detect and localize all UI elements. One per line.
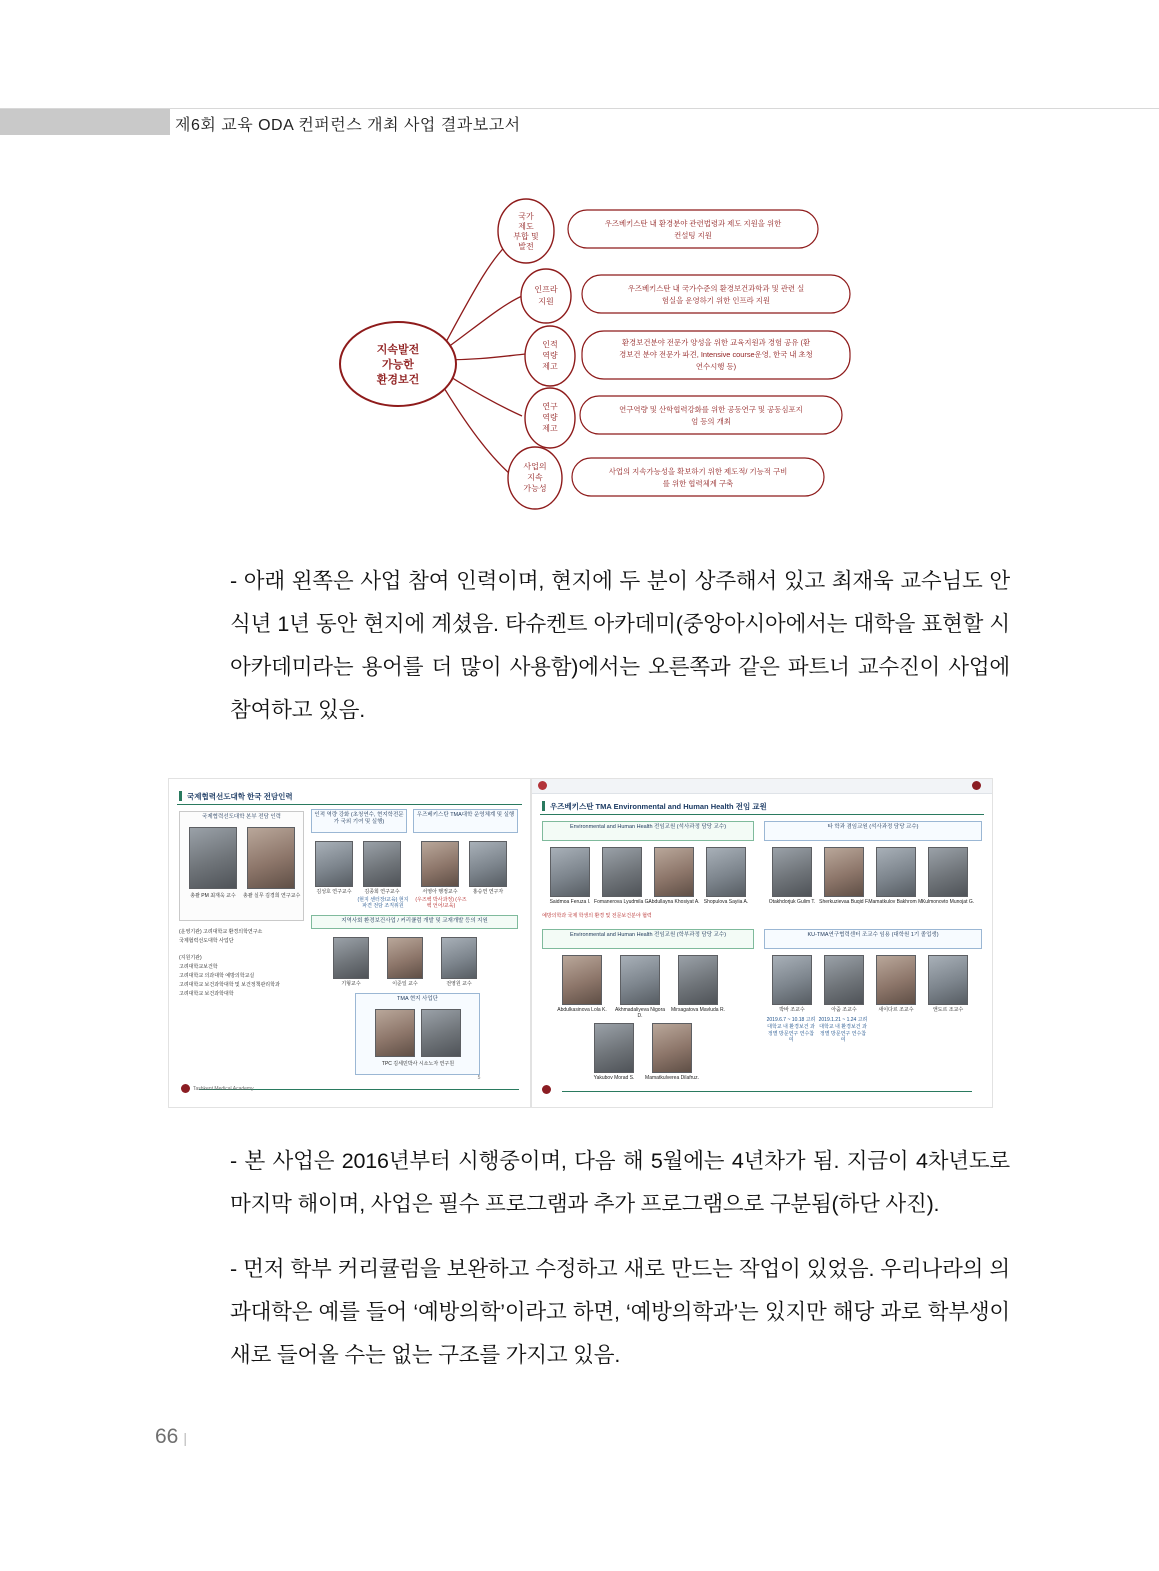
slide-right-title: 우즈베키스탄 TMA Environmental and Human Health 전임 교원 xyxy=(550,802,767,811)
page-header-title: 제6회 교육 ODA 컨퍼런스 개최 사업 결과보고서 xyxy=(175,117,521,134)
photo-g2-4 xyxy=(928,847,968,897)
affiliation-line-3: (지원기관) xyxy=(179,955,202,961)
svg-text:엄 등의 개최: 엄 등의 개최 xyxy=(691,417,731,426)
svg-text:제고: 제고 xyxy=(542,362,558,371)
photo-row1-1 xyxy=(315,841,353,887)
photo-g1-2 xyxy=(602,847,642,897)
slide-right-title-accent xyxy=(542,801,545,811)
svg-text:제도: 제도 xyxy=(518,222,534,231)
box-survey-label: 지역사회 환경보건사업 / 커리큘럼 개발 및 교재개발 등의 지원 xyxy=(341,918,488,924)
svg-text:인프라: 인프라 xyxy=(534,285,558,294)
caption-g3-1: Abdulkasinova Lola K. xyxy=(557,1007,607,1013)
photo-g2-3 xyxy=(876,847,916,897)
group1-heading xyxy=(542,821,754,841)
affiliation-line-6: 고려대학교 보건과학대학 및 보건정책관리학과 xyxy=(179,982,280,988)
caption-g1-4: Shopulova Sayiia A. xyxy=(703,899,749,905)
svg-text:지원: 지원 xyxy=(538,297,554,306)
svg-text:부합 및: 부합 및 xyxy=(513,232,539,241)
affiliation-line-2: 국제협력선도대학 사업단 xyxy=(179,938,234,944)
slide-footer-logo-text: Tashkent Medical Academy xyxy=(193,1086,254,1092)
caption-row1-2: 김종희 연구교수 xyxy=(364,889,400,895)
photo-g2-1 xyxy=(772,847,812,897)
photo-row1-2 xyxy=(363,841,401,887)
caption-g1-1: Saidmoa Feruza I. xyxy=(549,899,591,905)
paragraph-3: - 먼저 학부 커리큘럼을 보완하고 수정하고 새로 만드는 작업이 있었음. 우리나라의 의과대학은 예를 들어 ‘예방의학’이라고 하면, ‘예방의학과’는 있지만 해당 과로 학부생이 새로 들어올 수는 없는 구조를 가지고 있음. xyxy=(230,1257,1010,1367)
photo-row2-2 xyxy=(387,937,423,979)
svg-text:국가: 국가 xyxy=(518,212,534,221)
photo-g1-3 xyxy=(654,847,694,897)
photo-g3-5 xyxy=(652,1023,692,1073)
caption-row1-1: 김성호 연구교수 xyxy=(316,889,352,895)
caption-g2-3: Mamatkulov Bakhrom M. xyxy=(868,899,924,905)
caption-row1-3: 서영아 행정교수 xyxy=(422,889,458,895)
svg-text:사업의 지속가능성을 확보하기 위한 제도적/ 기능적 구비: 사업의 지속가능성을 확보하기 위한 제도적/ 기능적 구비 xyxy=(608,467,788,476)
photo-g1-1 xyxy=(550,847,590,897)
caption-g3-5: Mamatkulverea Dilafruz. xyxy=(645,1075,699,1081)
affiliation-line-1: (운영기관) 고려대학교 환경의학연구소 xyxy=(179,929,263,935)
photo-g3-4 xyxy=(594,1023,634,1073)
photo-g1-4 xyxy=(706,847,746,897)
slide-right-footer-rule xyxy=(562,1091,972,1092)
slide-right-topband xyxy=(532,779,992,794)
caption-g3-3: Mirsagatova Mavluda R. xyxy=(671,1007,725,1013)
photo-g4-1 xyxy=(772,955,812,1005)
page-number-divider: | xyxy=(183,1430,187,1446)
caption-staff: 총괄 실무 김경희 연구교수 xyxy=(243,893,301,899)
svg-text:사업의: 사업의 xyxy=(523,462,547,471)
caption-g4-2: 아줌 조교수 xyxy=(831,1007,857,1013)
svg-text:지속: 지속 xyxy=(527,473,543,482)
svg-text:발전: 발전 xyxy=(518,242,534,251)
box-training xyxy=(311,809,407,833)
photo-g3-3 xyxy=(678,955,718,1005)
svg-text:연구: 연구 xyxy=(542,402,558,411)
paragraph-2: - 본 사업은 2016년부터 시행중이며, 다음 해 5월에는 4년차가 됨. 지금이 4차년도로 마지막 해이며, 사업은 필수 프로그램과 추가 프로그램으로 구분됨(하단 사진). xyxy=(230,1149,1010,1216)
caption-g4-2-sub: 2019.1.21 ~ 1.24 고려대학교 내 환경보건 과정별 방문연구 연수참여 xyxy=(818,1017,868,1044)
figure-radial-diagram xyxy=(330,188,850,528)
page-number-block xyxy=(155,1425,187,1449)
group4-heading-label: KU-TMA연구협력센터 조교수 임용 (대학원 1기 졸업생) xyxy=(807,932,939,938)
affiliation-line-5: 고려대학교 의과대학 예방의학교실 xyxy=(179,973,255,979)
svg-text:연구역량 및 산학협력강화를 위한 공동연구 및 공동심포지: 연구역량 및 산학협력강화를 위한 공동연구 및 공동심포지 xyxy=(619,405,803,414)
svg-text:험실을 운영하기 위한 인프라 지원: 험실을 운영하기 위한 인프라 지원 xyxy=(661,296,771,305)
group3-heading xyxy=(542,929,754,949)
caption-g1-3: Abdullayna Khosiyat A. xyxy=(648,899,700,905)
box-training-label: 인적 역량 강화 (초청연수, 현지학전문가 국외 기여 및 실행) xyxy=(314,812,404,825)
photo-staff xyxy=(247,827,295,889)
svg-text:를 위한 협력체계 구축: 를 위한 협력체계 구축 xyxy=(662,479,734,488)
caption-pm: 총괄 PM 최재욱 교수 xyxy=(190,893,236,899)
caption-g4-3: 새이다르 조교수 xyxy=(878,1007,914,1013)
photo-g4-3 xyxy=(876,955,916,1005)
photo-onsite-1 xyxy=(375,1009,415,1057)
caption-g3-2: Akhmadaliyeva Nigora D. xyxy=(614,1007,666,1019)
svg-text:경보건 분야 전문가 파견, Intensive cours: 경보건 분야 전문가 파견, Intensive course운영, 한국 내 초청 xyxy=(619,350,813,359)
photo-g3-2 xyxy=(620,955,660,1005)
svg-text:환경보건분야 전문가 양성을 위한 교육지원과 경험 공유: 환경보건분야 전문가 양성을 위한 교육지원과 경험 공유 (환 xyxy=(621,338,811,347)
svg-text:지속발전: 지속발전 xyxy=(376,344,420,356)
photo-row2-3 xyxy=(441,937,477,979)
caption-row1-3-sub: (우즈벡 박사과정) (우즈벡 언어/교육) xyxy=(415,897,467,909)
svg-text:환경보건: 환경보건 xyxy=(376,374,420,386)
caption-onsite: TPC 김세민박사 시소노자 연구원 xyxy=(381,1061,455,1067)
box-hq-label: 국제협력선도대학 본부 전담 인력 xyxy=(202,814,281,820)
paragraph-1: - 아래 왼쪽은 사업 참여 인력이며, 현지에 두 분이 상주해서 있고 최재욱 교수님도 안식년 1년 동안 현지에 계셨음. 타슈켄트 아카데미(중앙아시아에서는 대학을 표현할 시 아카데미라는 용어를 더 많이 사용함)에서는 오른쪽과 같은 파트너 교수진이 사업에 참여하고 있음. xyxy=(230,569,1010,722)
tma-footer-logo-icon xyxy=(542,1085,551,1094)
caption-g4-4: 앤도르 조교수 xyxy=(932,1007,964,1013)
caption-row1-4: 홍승연 연구자 xyxy=(472,889,504,895)
group2-heading-label: 타 학과 겸임교원 (석사과정 담당 교수) xyxy=(827,824,919,830)
caption-row2-1: 기형교수 xyxy=(341,981,361,987)
caption-row2-3: 전영원 교수 xyxy=(446,981,472,987)
affiliation-line-4: 고려대학교보건학 xyxy=(179,964,218,970)
header-divider xyxy=(0,108,1159,109)
tma-logo-icon xyxy=(181,1084,190,1093)
group3-heading-label: Environmental and Human Health 전임교원 (학부과정 담당 교수) xyxy=(569,932,727,938)
slide-title-accent xyxy=(179,791,182,801)
box-onsite-label: TMA 현지 사업단 xyxy=(397,996,438,1002)
caption-g2-2: Sherkuzievaa Buqid F. xyxy=(819,899,869,905)
slide-left-title: 국제협력선도대학 한국 전담인력 xyxy=(187,792,293,801)
faculty-note: 예방의학과 국제 학생의 환경 및 전문보건분야 협력 xyxy=(542,913,652,919)
caption-row2-2: 이준일 교수 xyxy=(392,981,418,987)
svg-text:가능성: 가능성 xyxy=(523,484,547,493)
svg-text:역량: 역량 xyxy=(542,413,558,422)
caption-g3-4: Yakubov Morad S. xyxy=(593,1075,635,1081)
caption-g2-4: Kulmonovto Munojat G. xyxy=(921,899,975,905)
slide-right-underline xyxy=(540,814,984,815)
photo-pm xyxy=(189,827,237,889)
slide-page-mark: 5 xyxy=(477,1075,481,1081)
ku-emblem-icon xyxy=(972,781,981,790)
slide-title-underline xyxy=(177,804,522,805)
group2-heading xyxy=(764,821,982,841)
photo-g4-2 xyxy=(824,955,864,1005)
svg-text:가능한: 가능한 xyxy=(382,359,414,371)
affiliation-line-7: 고려대학교 보건과학대학 xyxy=(179,991,234,997)
svg-text:연수시행 등): 연수시행 등) xyxy=(695,362,737,371)
caption-g1-2: Fomanerova Lyudmila G. xyxy=(594,899,650,905)
photo-g2-2 xyxy=(824,847,864,897)
caption-g2-1: Otakhdorjuk Gulim T. xyxy=(768,899,816,905)
figure-personnel-slides xyxy=(168,778,993,1108)
group4-heading xyxy=(764,929,982,949)
box-survey xyxy=(311,915,518,929)
caption-g4-1-sub: 2019.6.7 ~ 10.18 고려대학교 내 환경보건 과정별 방문연구 연수참여 xyxy=(766,1017,816,1044)
slide-korea-personnel xyxy=(168,778,531,1108)
header-tab-block xyxy=(0,109,170,135)
group1-heading-label: Environmental and Human Health 전임교원 (석사과정 담당 교수) xyxy=(569,824,727,830)
svg-text:우즈베키스탄 내 국가수준의 환경보건과학과 및 관련 실: 우즈베키스탄 내 국가수준의 환경보건과학과 및 관련 실 xyxy=(627,284,805,293)
box-operation xyxy=(413,809,518,833)
photo-g3-1 xyxy=(562,955,602,1005)
svg-text:제고: 제고 xyxy=(542,424,558,433)
photo-row1-4 xyxy=(469,841,507,887)
photo-row1-3 xyxy=(421,841,459,887)
svg-text:역량: 역량 xyxy=(542,351,558,360)
photo-row2-1 xyxy=(333,937,369,979)
svg-text:컨설팅 지원: 컨설팅 지원 xyxy=(674,231,712,240)
tma-emblem-icon xyxy=(538,781,547,790)
box-operation-label: 우즈베키스탄 TMA대학 운영체계 및 실행 xyxy=(416,812,515,818)
photo-g4-4 xyxy=(928,955,968,1005)
photo-onsite-2 xyxy=(421,1009,461,1057)
page-number: 66 xyxy=(155,1425,179,1448)
caption-g4-1: 박바 조교수 xyxy=(779,1007,805,1013)
caption-row1-2-sub: (현지 센터장/교육) 현지 파견 전담 조직위원 xyxy=(357,897,409,909)
svg-text:인적: 인적 xyxy=(542,340,558,349)
svg-text:우즈베키스탄 내 환경분야 관련법령과 제도 지원을 위한: 우즈베키스탄 내 환경분야 관련법령과 제도 지원을 위한 xyxy=(604,219,782,228)
